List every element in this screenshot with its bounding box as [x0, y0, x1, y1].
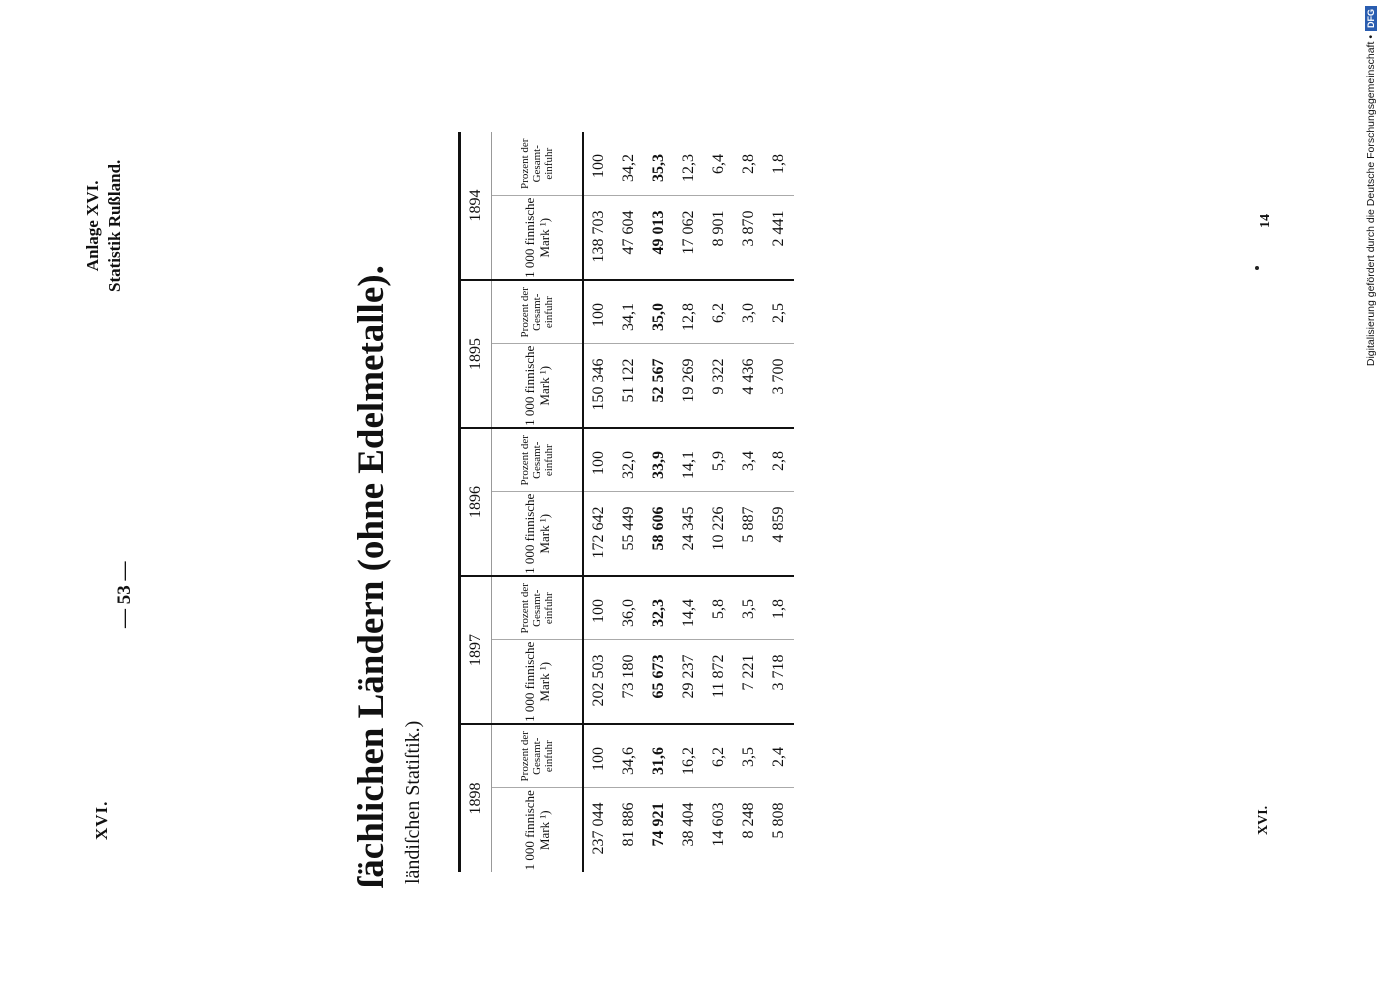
- table-cell: 6,2: [704, 724, 734, 788]
- table-cell: 16,2: [674, 724, 704, 788]
- table-cell: 14,1: [674, 428, 704, 492]
- table-cell: 51 122: [614, 344, 644, 428]
- table-cell: 2,5: [764, 280, 794, 344]
- table-row: [674, 132, 704, 872]
- value-column-header: 1 000 finnische Mark ¹): [492, 492, 584, 576]
- table-cell: 100: [583, 576, 614, 640]
- year-header: 1898: [460, 724, 492, 872]
- table-cell: 3 700: [764, 344, 794, 428]
- running-header-line-2: Statistik Rußland.: [105, 159, 124, 292]
- percent-column-header: Prozent der Gesamt-einfuhr: [492, 724, 584, 788]
- table-cell: 74 921: [650, 802, 667, 847]
- table-cell: 34,6: [614, 724, 644, 788]
- printer-dot: [1255, 266, 1259, 270]
- table-cell: 1,8: [764, 576, 794, 640]
- table-cell: 5 808: [770, 802, 787, 839]
- table-cell: 202 503: [583, 640, 614, 724]
- percent-column-header: Prozent der Gesamt-einfuhr: [492, 428, 584, 492]
- percent-column-header: Prozent der Gesamt-einfuhr: [492, 576, 584, 640]
- table-cell: 19 269: [674, 344, 704, 428]
- value-column-header: 1 000 finnische Mark ¹): [492, 788, 584, 872]
- page-number: — 53 —: [114, 561, 135, 628]
- table-cell: 2,8: [734, 132, 764, 196]
- table-cell: 3,5: [734, 724, 764, 788]
- table-cell: 3,0: [734, 280, 764, 344]
- table-cell: 4 859: [764, 492, 794, 576]
- table-cell: 1,8: [764, 132, 794, 196]
- table-row: [614, 132, 644, 872]
- value-column-header: 1 000 finnische Mark ¹): [492, 640, 584, 724]
- table-cell: 65 673: [644, 640, 674, 724]
- table-cell: 100: [583, 132, 614, 196]
- table-cell: 24 345: [674, 492, 704, 576]
- table-cell: 2 441: [764, 196, 794, 280]
- table-cell: 9 322: [704, 344, 734, 428]
- table-cell: 5 887: [734, 492, 764, 576]
- dfg-logo: DFG: [1365, 6, 1377, 31]
- table-cell: 3,4: [734, 428, 764, 492]
- table-cell: 38 404: [680, 802, 697, 847]
- import-statistics-table: [458, 132, 794, 872]
- signature-mark: 14: [1258, 214, 1273, 228]
- value-column-header: 1 000 finnische Mark ¹): [492, 344, 584, 428]
- value-column-header: 1 000 finnische Mark ¹): [492, 196, 584, 280]
- table-row: [704, 132, 734, 872]
- column-header-row: [492, 132, 584, 872]
- table-cell: 14,4: [674, 576, 704, 640]
- table-cell: 34,2: [614, 132, 644, 196]
- year-header: 1894: [460, 132, 492, 280]
- year-header: 1896: [460, 428, 492, 576]
- page-title: ſächlichen Ländern (ohne Edelmetalle).: [351, 265, 392, 888]
- table-cell: 29 237: [674, 640, 704, 724]
- table-row: [644, 132, 674, 872]
- table-cell: 5,8: [704, 576, 734, 640]
- running-header: [82, 160, 126, 292]
- table-cell: 10 226: [704, 492, 734, 576]
- roman-numeral-header: XVI.: [92, 800, 111, 840]
- table-cell: 100: [583, 724, 614, 788]
- page-subtitle: ländiſchen Statiſtik.): [402, 720, 424, 884]
- percent-column-header: Prozent der Gesamt-einfuhr: [492, 280, 584, 344]
- year-header-row: [460, 132, 492, 872]
- table-cell: 6,2: [704, 280, 734, 344]
- table-cell: 100: [583, 280, 614, 344]
- year-header: 1897: [460, 576, 492, 724]
- table-cell: 237 044: [590, 802, 607, 855]
- table-cell: 32,3: [644, 576, 674, 640]
- table-cell: 58 606: [644, 492, 674, 576]
- table-cell: 7 221: [734, 640, 764, 724]
- table-row-total: [583, 132, 614, 872]
- table-cell: 5,9: [704, 428, 734, 492]
- table-cell: 3 718: [764, 640, 794, 724]
- table-cell: 2,8: [764, 428, 794, 492]
- table-row: [764, 132, 794, 872]
- table-cell: 35,0: [644, 280, 674, 344]
- table-cell: 3 870: [734, 196, 764, 280]
- table-cell: 47 604: [614, 196, 644, 280]
- table-cell: 31,6: [644, 724, 674, 788]
- table-cell: 17 062: [674, 196, 704, 280]
- table-cell: 49 013: [644, 196, 674, 280]
- table-cell: 150 346: [583, 344, 614, 428]
- table-cell: 138 703: [583, 196, 614, 280]
- table-cell: 14 603: [710, 802, 727, 847]
- table-cell: 2,4: [764, 724, 794, 788]
- running-header-line-1: Anlage XVI.: [83, 180, 102, 272]
- table-cell: 35,3: [644, 132, 674, 196]
- table-cell: 52 567: [644, 344, 674, 428]
- table-row: [734, 132, 764, 872]
- table-cell: 32,0: [614, 428, 644, 492]
- table-cell: 34,1: [614, 280, 644, 344]
- roman-numeral-footer: XVI.: [1256, 805, 1271, 835]
- table-cell: 8 248: [740, 802, 757, 839]
- table-cell: 12,3: [674, 132, 704, 196]
- table-cell: 100: [583, 428, 614, 492]
- table-cell: 36,0: [614, 576, 644, 640]
- table-cell: 81 886: [620, 802, 637, 847]
- percent-column-header: Prozent der Gesamt-einfuhr: [492, 132, 584, 196]
- table-cell: 6,4: [704, 132, 734, 196]
- table-cell: 33,9: [644, 428, 674, 492]
- digitization-credit: [1362, 6, 1380, 396]
- table-cell: 55 449: [614, 492, 644, 576]
- table-cell: 4 436: [734, 344, 764, 428]
- table-cell: 172 642: [583, 492, 614, 576]
- table-cell: 11 872: [704, 640, 734, 724]
- table-cell: 73 180: [614, 640, 644, 724]
- table-cell: 3,5: [734, 576, 764, 640]
- year-header: 1895: [460, 280, 492, 428]
- credit-text: Digitalisierung gefördert durch die Deutsche Forschungsgemeinschaft •: [1365, 35, 1377, 367]
- table-cell: 12,8: [674, 280, 704, 344]
- table-cell: 8 901: [704, 196, 734, 280]
